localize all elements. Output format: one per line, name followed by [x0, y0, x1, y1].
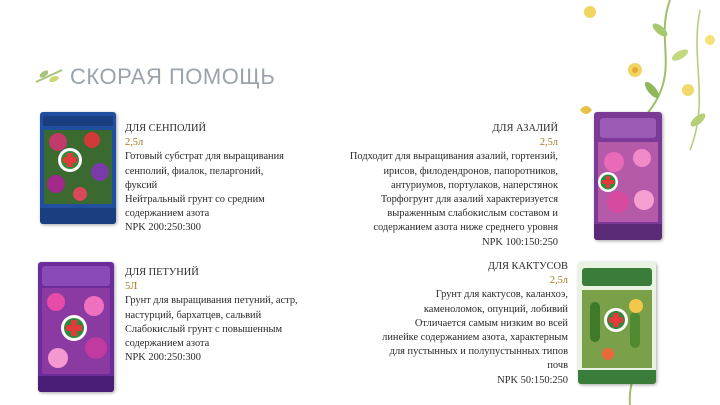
product-description-line: фуксий — [125, 179, 158, 191]
cactus-soil-pack-image — [578, 262, 656, 384]
product-heading: ДЛЯ ПЕТУНИЙ — [125, 267, 199, 278]
product-description-line: для пустынных и полупустынных типов — [389, 346, 568, 358]
product-npk: NPK 50:150:250 — [497, 374, 568, 386]
product-description-line: содержанием азота — [125, 338, 210, 350]
azalea-soil-pack-image — [594, 112, 662, 240]
product-heading: ДЛЯ СЕНПОЛИЙ — [125, 123, 206, 134]
product-description-line: Готовый субстрат для выращивания — [125, 151, 284, 163]
product-description-line: содержанием азота ниже среднего уровня — [373, 222, 558, 234]
cactus-product-block — [340, 260, 568, 388]
product-description-line: Грунт для кактусов, каланхоэ, — [435, 289, 568, 301]
senpolia-soil-pack-image — [40, 112, 116, 224]
senpolia-product-block — [125, 122, 325, 236]
product-npk: NPK 100:150:250 — [482, 236, 558, 248]
product-volume: 2,5л — [125, 137, 144, 149]
product-heading: ДЛЯ КАКТУСОВ — [487, 261, 568, 272]
product-description-line: настурций, бархатцев, сальвий — [125, 309, 262, 321]
product-description-line: Подходит для выращивания азалий, гортензий, — [349, 151, 558, 163]
product-description-line: линейке содержанием азота, характерным — [382, 332, 568, 344]
product-heading: ДЛЯ АЗАЛИЙ — [492, 123, 558, 134]
leaf-sprig-icon — [34, 64, 68, 88]
product-npk: NPK 200:250:300 — [125, 352, 201, 364]
product-volume: 2,5л — [539, 137, 558, 149]
product-description-line: выраженным слабокислым составом и — [387, 208, 558, 220]
product-description-line: почв — [547, 360, 568, 372]
page-title: СКОРАЯ ПОМОЩЬ — [70, 64, 276, 89]
product-description-line: Нейтральный грунт со средним — [125, 194, 265, 206]
product-volume: 2,5л — [549, 275, 568, 287]
product-description-line: сенполий, фиалок, пеларгоний, — [125, 165, 264, 177]
product-description-line: антуриумов, портулаков, наперстянок — [390, 179, 558, 191]
petunia-soil-pack-image — [38, 262, 114, 392]
petunia-product-block — [125, 266, 340, 365]
product-description-line: содержанием азота — [125, 208, 210, 220]
product-description-line: ирисов, филодендронов, папоротников, — [383, 165, 558, 177]
product-volume: 5Л — [125, 281, 138, 293]
product-description-line: Торфогрунт для азалий характеризуется — [380, 194, 558, 206]
product-npk: NPK 200:250:300 — [125, 222, 201, 234]
product-description-line: Слабокислый грунт с повышенным — [125, 323, 283, 335]
azalea-product-block — [312, 122, 558, 250]
product-description-line: Отличается самым низким во всей — [414, 317, 568, 329]
product-description-line: каменоломок, опунций, лобивий — [423, 303, 568, 315]
product-description-line: Грунт для выращивания петуний, астр, — [125, 295, 298, 307]
